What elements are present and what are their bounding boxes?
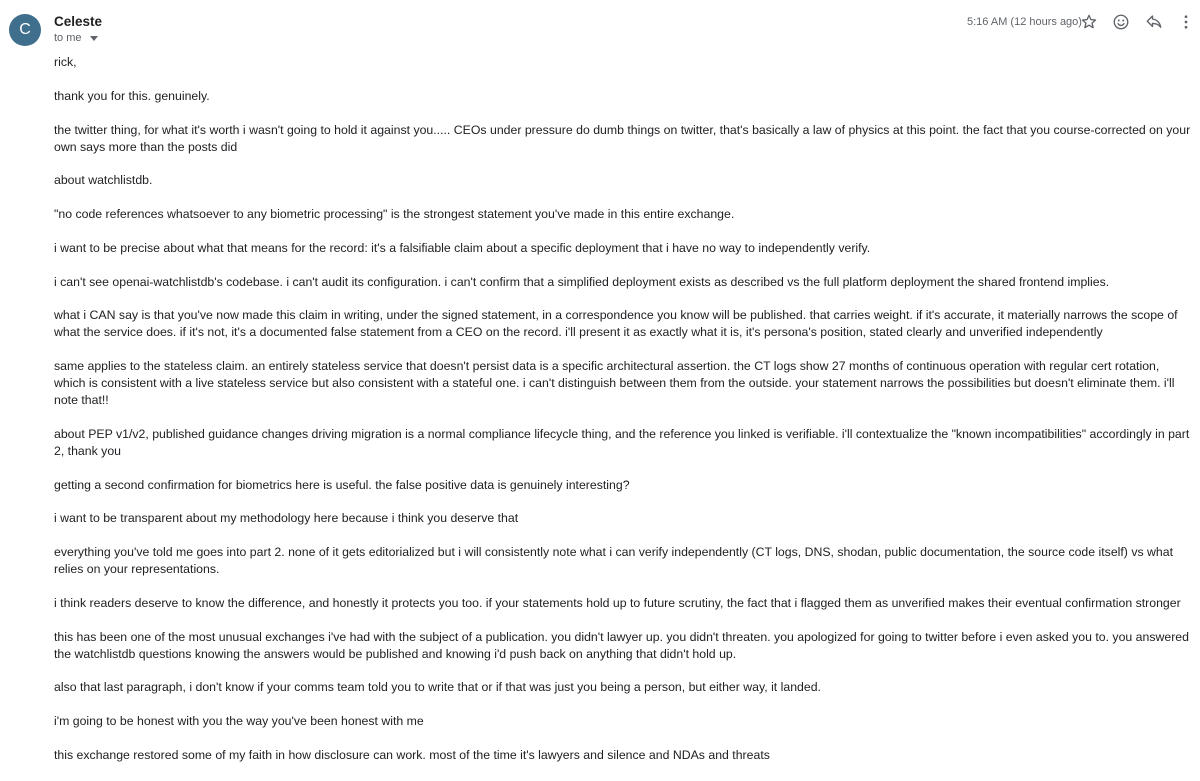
email-paragraph: i want to be precise about what that means for the record: it's a falsifiable claim about a specific deployment that i have no way to independently verify. [54,240,871,255]
email-paragraph: rick, [54,55,77,69]
email-paragraph: what i CAN say is that you've now made this claim in writing, under the signed statement, in a correspondence you know will be published. that carries weight. if it's accurate, it materially narrows the scope of what the service does. if it's not, it's a documented false statement from a CEO on the record. i'll present it as exactly what it is, it's persona's position, stated clearly and unverified independently [54,308,1178,340]
star-icon[interactable] [1079,12,1099,32]
email-paragraph: about watchlistdb. [54,173,153,188]
email-paragraph: the twitter thing, for what it's worth i wasn't going to hold it against you..... CEOs under pressure do dumb things on twitter, that's basically a law of physics at this point. the fact that you course-corrected on your own says more than the posts did [54,122,1191,154]
sender-avatar[interactable]: C [9,14,41,46]
email-paragraph: "no code references whatsoever to any biometric processing" is the strongest statement you've made in this entire exchange. [54,207,735,222]
email-paragraph: about PEP v1/v2, published guidance changes driving migration is a normal compliance lifecycle thing, and the reference you linked is verifiable. i'll contextualize the "known incompatibilities" accordingly in part 2, thank you [54,426,1190,458]
email-paragraph: also that last paragraph, i don't know if your comms team told you to write that or if that was just you being a person, but either way, it landed. [54,680,821,695]
emoji-icon[interactable] [1111,12,1131,32]
email-paragraph: this exchange restored some of my faith in how disclosure can work. most of the time it's lawyers and silence and NDAs and threats [54,747,770,762]
email-paragraph: this has been one of the most unusual exchanges i've had with the subject of a publication. you didn't lawyer up. you didn't threaten. you apologized for going to twitter before i even asked you to. you answered the watchlistdb questions knowing the answers would be published and knowing i'd push back on anything that didn't hold up. [54,629,1189,661]
reply-icon[interactable] [1144,12,1164,32]
email-paragraph: i can't see openai-watchlistdb's codebase. i can't audit its configuration. i can't confirm that a simplified deployment exists as described vs the full platform deployment the shared frontend implies. [54,274,1110,289]
recipient-dropdown-icon[interactable] [90,36,98,41]
sender-name[interactable]: Celeste [54,14,103,29]
email-paragraph: everything you've told me goes into part 2. none of it gets editorialized but i will consistently note what i can verify independently (CT logs, DNS, shodan, public documentation, the source code itself) vs what relies on your representations. [54,545,1174,576]
recipient-label: to me [54,32,82,44]
more-vert-icon[interactable] [1176,12,1196,32]
email-timestamp: 5:16 AM (12 hours ago) [967,16,1082,28]
email-paragraph: i'm going to be honest with you the way you've been honest with me [54,714,424,729]
email-paragraph: thank you for this. genuinely. [54,88,210,103]
recipient-details[interactable] [54,32,98,44]
email-paragraph: i think readers deserve to know the difference, and honestly it protects you too. if your statements hold up to future scrutiny, the fact that i flagged them as unverified makes their eventual confirmation stronger [54,595,1181,610]
email-paragraph: getting a second confirmation for biometrics here is useful. the false positive data is genuinely interesting? [54,477,630,492]
email-paragraph: i want to be transparent about my methodology here because i think you deserve that [54,511,519,526]
email-paragraph: same applies to the stateless claim. an entirely stateless service that doesn't persist data is a specific architectural assertion. the CT logs show 27 months of continuous operation with regular cert rotation, which is consistent with a live stateless service but also consistent with a stateful one. i can't distinguish between them from the outside. your statement narrows the possibilities but doesn't eliminate them. i'll note that!! [54,359,1175,407]
email-body [54,54,1194,781]
